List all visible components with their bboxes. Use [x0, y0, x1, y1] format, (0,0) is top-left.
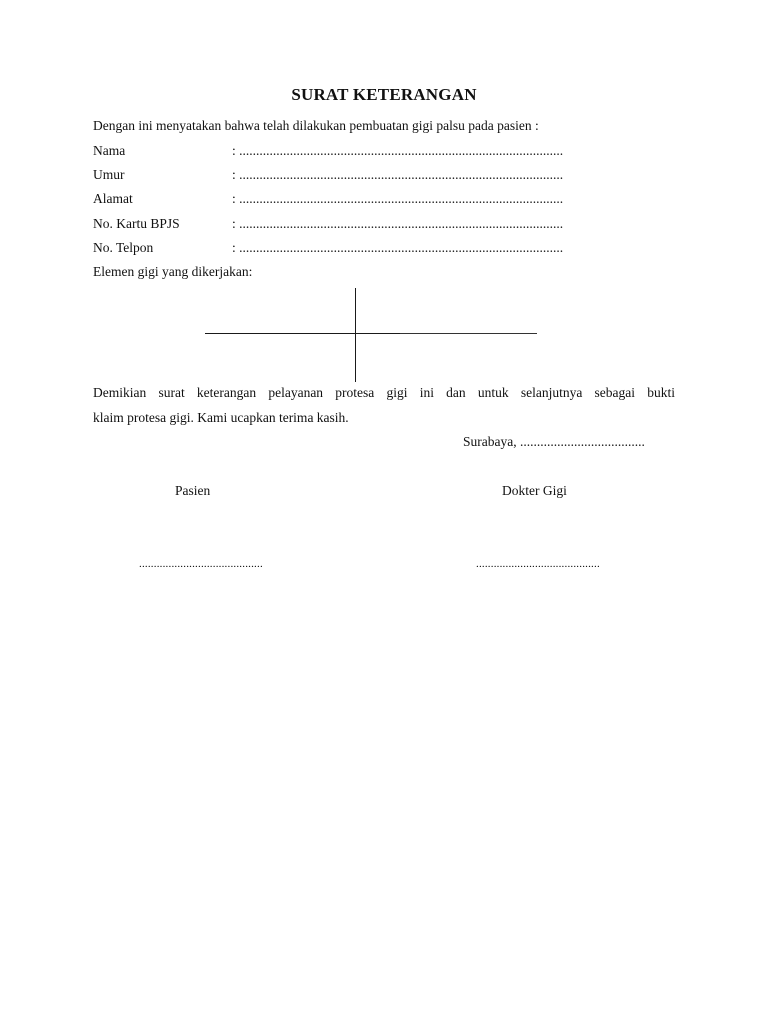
field-value-umur: : ................................................................................................ — [232, 167, 564, 182]
signature-line-dokter-gigi: .......................................... — [476, 558, 600, 570]
signatory-label-dokter-gigi: Dokter Gigi — [502, 483, 567, 498]
field-label-nama: Nama — [93, 143, 126, 158]
quadrant-horizontal-line-right — [400, 333, 537, 334]
tooth-element-label: Elemen gigi yang dikerjakan: — [93, 264, 253, 279]
field-value-telpon: : ................................................................................................ — [232, 240, 564, 255]
field-label-telpon: No. Telpon — [93, 240, 154, 255]
intro-statement: Dengan ini menyatakan bahwa telah dilakukan pembuatan gigi palsu pada pasien : — [93, 118, 539, 133]
place-date: Surabaya, ..................................... — [463, 434, 645, 449]
field-value-nama: : ................................................................................................ — [232, 143, 564, 158]
field-value-kartu-bpjs: : ................................................................................................ — [232, 216, 564, 231]
tooth-quadrant-chart — [205, 288, 540, 383]
quadrant-vertical-line — [355, 288, 356, 382]
field-value-alamat: : ................................................................................................ — [232, 191, 564, 206]
document-title: SURAT KETERANGAN — [291, 85, 477, 104]
signature-line-pasien: .......................................... — [139, 558, 263, 570]
field-label-alamat: Alamat — [93, 191, 133, 206]
field-label-kartu-bpjs: No. Kartu BPJS — [93, 216, 180, 231]
field-label-umur: Umur — [93, 167, 125, 182]
quadrant-horizontal-line-left — [205, 333, 400, 334]
closing-statement-line2: klaim protesa gigi. Kami ucapkan terima kasih. — [93, 410, 349, 425]
signatory-label-pasien: Pasien — [175, 483, 211, 498]
closing-statement-line1: Demikian surat keterangan pelayanan protesa gigi ini dan untuk selanjutnya sebagai bukti — [93, 385, 675, 400]
